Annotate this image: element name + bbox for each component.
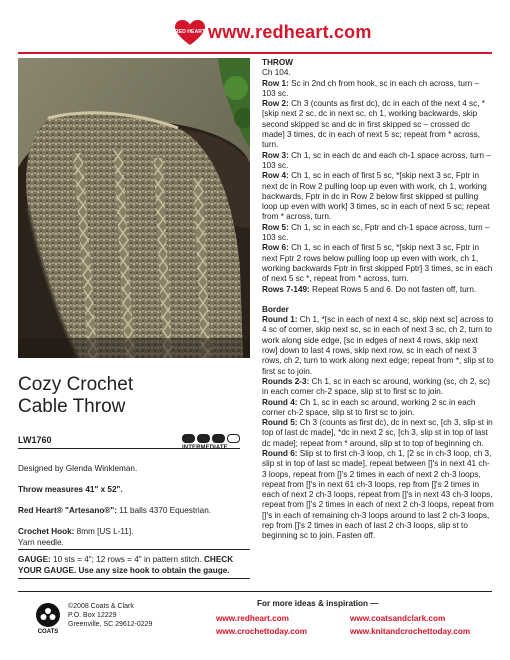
yarn-label: Red Heart® "Artesano®": [18,506,117,515]
skill-bar [197,434,210,443]
row-instruction [262,171,494,222]
round-instruction-text: Slip st to first ch-3 loop, ch 1, [2 sc in ch-3 loop, ch 3, slip st in top of last sc made], repeat between []'s in next 41 ch-3 loops, repeat from []'s 2 times in each of next 2 ch-3 loops, repeat from []'s in next 61 ch-3 loops, rep from []'s 2 times in each of next 2 ch-3 loops, repeat from []'s in next 43 ch-3 loops, repeat from []'s 2 times in each of next 2 ch-3 loops, repeat from []'s in each of remaining ch-3 loops around to last 2 ch-3 loops, rep from []'s 2 times in each of last 2 ch-3 loops, slip st to beginning sc to join. Fasten off. [262,448,494,541]
more-ideas-label: For more ideas & inspiration — [257,599,379,608]
yarn-requirement [18,506,250,517]
chain-instruction: Ch 104. [262,68,291,78]
title-line-2: Cable Throw [18,396,126,417]
round-instructions [262,315,494,542]
throw-measures-text: Throw measures 41" x 52". [18,485,123,494]
row-instruction-text: Repeat Rows 5 and 6. Do not fasten off, turn. [309,284,477,294]
yarn-value: 11 balls 4370 Equestrian. [117,506,212,515]
copyright-line-3: Greenville, SC 29612-0229 [68,621,153,628]
round-instruction [262,377,494,398]
row-instruction [262,99,494,150]
round-instruction-label: Round 1: [262,315,298,325]
skill-bar [227,434,240,443]
footer-divider [18,591,492,592]
gauge-info [18,555,250,576]
site-url[interactable]: www.redheart.com [208,22,372,42]
skill-bar [212,434,225,443]
throw-heading: THROW [262,58,293,67]
row-instruction-label: Row 4: [262,171,289,181]
row-instruction-label: Row 2: [262,99,289,109]
code-divider [18,448,240,449]
hook-requirement [18,527,250,538]
throw-photo [18,58,250,358]
row-instruction [262,285,494,295]
coats-logo [34,602,62,634]
coats-logo-text: COATS [37,629,59,634]
round-instruction-text: Ch 1, sc in each sc around, working (sc, ch 2, sc) in each corner ch-2 space, slip st to first sc to join. [262,376,490,397]
round-instruction-label: Rounds 2-3: [262,376,310,386]
red-heart-logo[interactable] [175,20,205,46]
skill-bars [182,434,240,443]
copyright-block [68,602,152,629]
round-instruction [262,398,494,419]
throw-measures [18,485,250,496]
row-instruction [262,151,494,172]
skill-bar [182,434,195,443]
link-knitandcrochettoday[interactable]: www.knitandcrochettoday.com [350,627,471,636]
pattern-code: LW1760 [18,435,52,445]
row-instruction-label: Rows 7-149: [262,284,310,294]
link-crochettoday[interactable]: www.crochettoday.com [216,627,307,636]
border-heading: Border [262,304,289,314]
row-instruction-label: Row 5: [262,222,289,232]
round-instruction-label: Round 4: [262,397,298,407]
row-instruction-label: Row 6: [262,243,289,253]
round-instruction-text: Ch 1, sc in each sc around, working 2 sc in each corner ch-2 space, slip st to first sc to join. [262,397,476,417]
pattern-title [18,374,133,418]
section-gap [262,295,494,305]
needle-requirement: Yarn needle. [18,538,64,547]
designer-credit: Designed by Glenda Winkleman. [18,464,138,473]
gauge-check: CHECK YOUR GAUGE. Use any size hook to obtain the gauge. [18,555,234,575]
brand-name: RED HEART [175,29,205,35]
copyright-line-1: ©2008 Coats & Clark [68,603,134,610]
gauge-divider-top [18,549,250,550]
row-instruction [262,243,494,284]
row-instruction-text: Ch 1, sc in each sc, Fptr and ch-1 space across, turn – 103 sc. [262,222,490,243]
round-instruction-label: Round 5: [262,418,298,428]
row-instruction [262,79,494,100]
copyright-line-2: P.O. Box 12229 [68,612,117,619]
row-instruction-text: Ch 3 (counts as first dc), dc in each of the next 4 sc, *[skip next 2 sc, dc in next sc, ch 1, working backwards, skip second skipped sc and dc in first skipped sc – crossed dc made] 3 times, dc in each of next 5 sc; repeat from * across, turn. [262,99,485,150]
round-instruction [262,418,494,449]
pattern-instructions [262,58,494,542]
row-instruction-text: Ch 1, sc in each of first 5 sc, *[skip next 3 sc, Fptr in next Fptr 2 rows below pulling loop up even with work, ch 1, working backwards Fptr in first skipped Fptr] 3 times, sc in each of next 5 sc *, repeat from * across, turn. [262,243,493,284]
round-instruction-text: Ch 3 (counts as first dc), dc in next sc, [ch 3, slip st in top of last dc made], *dc in next 2 sc, [ch 3, slip st in top of last dc made]; repeat from * around, slip st to top of beginning ch. [262,418,493,448]
row-instruction-label: Row 3: [262,150,289,160]
round-instruction [262,449,494,542]
row-instruction-text: Ch 1, sc in each of first 5 sc, *[skip next 3 sc, Fptr in next dc in Row 2 pulling loop up even with work, ch 1, working backwards, Fptr in dc in Row 2 below first skipped st pulling loop up even with work] 3 times, sc in each of next 5 sc; repeat from * across, turn. [262,171,490,222]
round-instruction-label: Round 6: [262,448,298,458]
link-coatsandclark[interactable]: www.coatsandclark.com [350,614,446,623]
gauge-value: 10 sts = 4"; 12 rows = 4" in pattern stitch. [50,555,205,564]
row-instructions [262,79,494,295]
title-line-1: Cozy Crochet [18,374,134,395]
row-instruction [262,223,494,244]
row-instruction-label: Row 1: [262,78,289,88]
round-instruction [262,315,494,377]
row-instruction-text: Sc in 2nd ch from hook, sc in each ch across, turn – 103 sc. [262,78,480,98]
header-divider [18,52,492,54]
link-redheart[interactable]: www.redheart.com [216,614,289,623]
hook-label: Crochet Hook: [18,527,75,536]
row-instruction-text: Ch 1, sc in each dc and each ch-1 space across, turn – 103 sc. [262,150,491,170]
round-instruction-text: Ch 1, *[sc in each of next 4 sc, skip next sc] across to 4 sc of corner, skip next sc, sc in each of next 3 sc, ch 2, turn to work along side edge, [sc in edges of next 4 rows, skip next row] down to last 4 rows, skip next row, sc in each of next 3 rows, ch 2, turn to work along next edge; repeat from *, slip st to first sc to join. [262,315,494,376]
gauge-divider-bottom [18,578,250,579]
hook-value: 8mm [US L-11]. [74,527,134,536]
skill-level-label: INTERMEDIATE [182,445,228,451]
gauge-label: GAUGE: [18,555,51,564]
